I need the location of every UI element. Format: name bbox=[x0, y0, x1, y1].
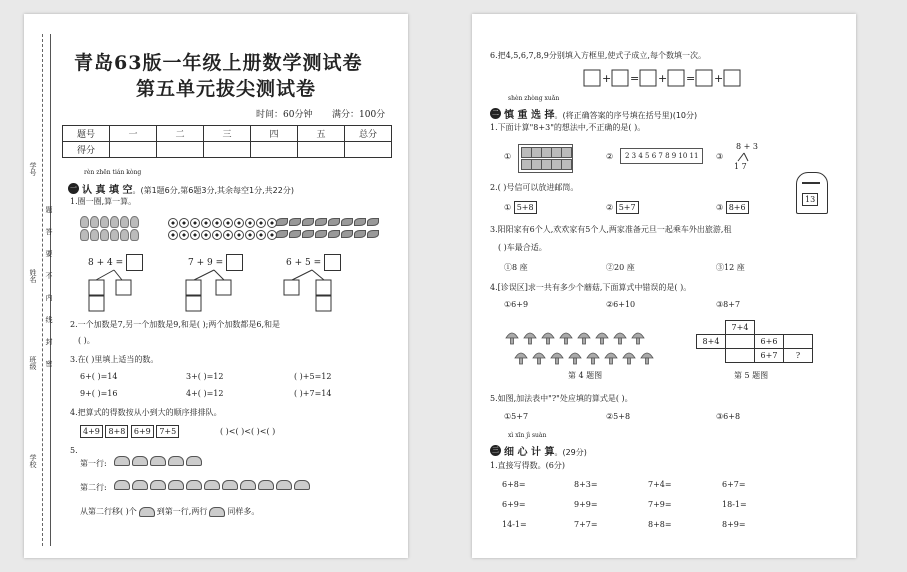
fruit-icon bbox=[100, 229, 109, 241]
question-3: 3.在( )里填上适当的数。 bbox=[70, 355, 159, 364]
soccer-ball-icon bbox=[256, 230, 266, 240]
mailbox-number: 13 bbox=[802, 193, 818, 206]
leaf-icon bbox=[289, 230, 301, 238]
leaf-icon bbox=[328, 218, 340, 226]
side-warning-7: 封 bbox=[45, 338, 53, 345]
q5-text-b: 到第一行,两行 bbox=[156, 507, 208, 516]
option-number: ① bbox=[504, 203, 512, 212]
side-label-class: 班级 bbox=[29, 356, 37, 370]
s3-question-1: 1.直接写得数。(6分) bbox=[490, 461, 565, 470]
mailbox-slot bbox=[802, 182, 820, 184]
split-top: 8 + 3 bbox=[736, 142, 758, 151]
side-label-school: 学校 bbox=[29, 454, 37, 468]
q3-item[interactable]: 6+( )=14 bbox=[80, 372, 118, 381]
question-4: 4.把算式的得数按从小到大的顺序排排队。 bbox=[70, 408, 222, 417]
leaf-icon bbox=[302, 218, 314, 226]
q1-equation-text: 8 + 4 = bbox=[88, 258, 124, 268]
grid-cell bbox=[784, 335, 813, 349]
calc-item[interactable]: 7+9= bbox=[648, 500, 672, 509]
split-bottom: 1 7 bbox=[734, 162, 747, 171]
score-header-cell: 二 bbox=[157, 126, 204, 142]
svg-text:+: + bbox=[658, 72, 668, 85]
grid-cell: 6+6 bbox=[755, 335, 784, 349]
cake-icon bbox=[114, 480, 130, 490]
fruit-icon bbox=[120, 229, 129, 241]
s2q3-option-1[interactable]: ①8 座 bbox=[504, 263, 528, 272]
number-line-picture: 2 3 4 5 6 7 8 9 10 11 bbox=[620, 148, 703, 164]
section3-number: 三 bbox=[492, 446, 499, 454]
score-cell[interactable] bbox=[251, 142, 298, 158]
envelope-icon: 8+6 bbox=[726, 201, 749, 214]
score-table bbox=[62, 125, 392, 158]
q5-row2-label: 第二行: bbox=[80, 483, 107, 492]
figure-4-caption: 第 4 题图 bbox=[568, 371, 603, 380]
q3-item[interactable]: 3+( )=12 bbox=[186, 372, 224, 381]
time-limit: 时间：60分钟 bbox=[256, 110, 313, 120]
s2q1-option-1[interactable]: ① bbox=[504, 152, 512, 161]
grid-empty bbox=[697, 349, 726, 363]
side-warning-1: 题 bbox=[45, 206, 53, 213]
exam-page-left bbox=[24, 14, 408, 558]
soccer-ball-icon bbox=[212, 218, 222, 228]
leaf-icon bbox=[276, 218, 288, 226]
binding-line-inner bbox=[50, 34, 51, 546]
fruit-icon bbox=[80, 216, 89, 228]
fruit-icon bbox=[90, 229, 99, 241]
side-warning-2: 答 bbox=[45, 228, 53, 235]
calc-item[interactable]: 7+4= bbox=[648, 480, 672, 489]
s2-question-1: 1.下面计算"8+3"的想法中,不正确的是( )。 bbox=[490, 123, 646, 132]
section1-note: 。(第1题6分,第6题3分,其余每空1分,共22分) bbox=[132, 186, 294, 195]
side-warning-6: 线 bbox=[45, 316, 53, 323]
cake-icon bbox=[276, 480, 292, 490]
cube-icon bbox=[561, 159, 572, 170]
fruit-icon bbox=[80, 229, 89, 241]
exam-title: 青岛63版一年级上册数学测试卷 bbox=[74, 52, 363, 74]
option-number: ② bbox=[606, 203, 614, 212]
q1-equation-text: 7 + 9 = bbox=[188, 258, 224, 268]
fruit-icon bbox=[110, 216, 119, 228]
ball-group-row1 bbox=[168, 218, 277, 228]
q5-text-a[interactable]: 从第二行移( )个 bbox=[80, 507, 137, 516]
svg-text:+: + bbox=[714, 72, 724, 85]
s2q4-option-2[interactable]: ②6+10 bbox=[606, 300, 636, 309]
side-warning-3: 要 bbox=[45, 250, 53, 257]
section1-heading bbox=[68, 178, 294, 197]
soccer-ball-icon bbox=[190, 230, 200, 240]
score-cell[interactable] bbox=[298, 142, 345, 158]
leaf-icon bbox=[302, 230, 314, 238]
soccer-ball-icon bbox=[212, 230, 222, 240]
side-label-name: 姓名 bbox=[29, 269, 37, 283]
cake-icon bbox=[222, 480, 238, 490]
mushroom-icon bbox=[506, 333, 518, 344]
calc-item[interactable]: 8+3= bbox=[574, 480, 598, 489]
leaf-icon bbox=[328, 230, 340, 238]
section3-note: 。(29分) bbox=[554, 448, 587, 457]
grid-cell: 8+4 bbox=[697, 335, 726, 349]
leaf-icon bbox=[354, 218, 366, 226]
calc-item[interactable]: 9+9= bbox=[574, 500, 598, 509]
soccer-ball-icon bbox=[223, 218, 233, 228]
cake-icon bbox=[114, 456, 130, 466]
q4-expression-card: 7+5 bbox=[156, 425, 179, 438]
fruit-icon bbox=[110, 229, 119, 241]
q5-text-c: 同样多。 bbox=[227, 507, 260, 516]
binding-line-outer bbox=[42, 34, 43, 546]
exam-page-right bbox=[472, 14, 856, 558]
exam-subtitle: 第五单元拔尖测试卷 bbox=[136, 78, 317, 100]
fruit-icon bbox=[120, 216, 129, 228]
addition-table bbox=[696, 320, 813, 363]
s2q2-option-2[interactable] bbox=[606, 201, 639, 214]
soccer-ball-icon bbox=[179, 230, 189, 240]
s2q5-option-3[interactable]: ③6+8 bbox=[716, 412, 741, 421]
section2-note: 。(将正确答案的序号填在括号里)(10分) bbox=[554, 111, 698, 120]
fruit-icon bbox=[130, 216, 139, 228]
full-score: 满分：100分 bbox=[332, 110, 386, 120]
score-header-cell: 四 bbox=[251, 126, 298, 142]
score-cell[interactable] bbox=[345, 142, 392, 158]
envelope-icon: 5+7 bbox=[616, 201, 639, 214]
soccer-ball-icon bbox=[234, 218, 244, 228]
ball-group-row2 bbox=[168, 230, 277, 240]
calc-item[interactable]: 6+8= bbox=[502, 480, 526, 489]
s2-question-5: 5.如图,加法表中"?"处应填的算式是( )。 bbox=[490, 394, 633, 403]
score-header-cell: 总分 bbox=[345, 126, 392, 142]
grid-cell: 7+4 bbox=[726, 321, 755, 335]
score-header-cell: 题号 bbox=[63, 126, 110, 142]
q4-expression-card: 4+9 bbox=[80, 425, 103, 438]
leaf-icon bbox=[315, 218, 327, 226]
grid-empty bbox=[697, 321, 726, 335]
section1-pinyin: rèn zhēn tián kòng bbox=[84, 169, 142, 176]
split-lines bbox=[734, 152, 754, 162]
cake-icon bbox=[204, 480, 220, 490]
leaf-icon bbox=[289, 218, 301, 226]
cake-icon bbox=[168, 480, 184, 490]
score-cell[interactable] bbox=[157, 142, 204, 158]
grid-cell bbox=[726, 349, 755, 363]
s2-question-2: 2.( )号信可以放进邮筒。 bbox=[490, 183, 579, 192]
s2q3-option-2[interactable]: ②20 座 bbox=[606, 263, 635, 272]
soccer-ball-icon bbox=[190, 218, 200, 228]
calc-item[interactable]: 14-1= bbox=[502, 520, 527, 529]
s2q3-option-3[interactable]: ③12 座 bbox=[716, 263, 745, 272]
score-cell[interactable] bbox=[110, 142, 157, 158]
s2q5-option-1[interactable]: ①5+7 bbox=[504, 412, 529, 421]
calc-item[interactable]: 8+8= bbox=[648, 520, 672, 529]
question-2-cont: ( )。 bbox=[78, 336, 95, 345]
leaf-group-row1 bbox=[276, 218, 379, 226]
cube-array-picture bbox=[518, 144, 573, 173]
fruit-group-row1 bbox=[80, 216, 139, 228]
cake-icon bbox=[168, 456, 184, 466]
question-2: 2.一个加数是7,另一个加数是9,和是( );两个加数都是6,和是 bbox=[70, 320, 281, 329]
q5-row1-label: 第一行: bbox=[80, 459, 107, 468]
split-tree-lines bbox=[84, 268, 404, 312]
section1-number: 一 bbox=[70, 184, 77, 192]
soccer-ball-icon bbox=[168, 218, 178, 228]
q4-expression-card: 6+9 bbox=[131, 425, 154, 438]
leaf-icon bbox=[276, 230, 288, 238]
s2q4-option-3[interactable]: ③8+7 bbox=[716, 300, 741, 309]
soccer-ball-icon bbox=[256, 218, 266, 228]
score-header-cell: 三 bbox=[204, 126, 251, 142]
calc-item[interactable]: 18-1= bbox=[722, 500, 747, 509]
score-cell[interactable] bbox=[204, 142, 251, 158]
calc-item[interactable]: 7+7= bbox=[574, 520, 598, 529]
cake-row1 bbox=[114, 456, 202, 466]
envelope-icon: 5+8 bbox=[514, 201, 537, 214]
leaf-icon bbox=[367, 230, 379, 238]
score-table-header-row bbox=[63, 126, 392, 142]
soccer-ball-icon bbox=[223, 230, 233, 240]
fruit-icon bbox=[130, 229, 139, 241]
section3-heading bbox=[490, 440, 587, 459]
s2q2-option-3[interactable] bbox=[716, 201, 749, 214]
leaf-icon bbox=[341, 230, 353, 238]
soccer-ball-icon bbox=[179, 218, 189, 228]
q4-expression-card: 8+8 bbox=[105, 425, 128, 438]
section3-pinyin: xì xīn jì suàn bbox=[508, 432, 547, 439]
s2-question-3-cont: ( )车最合适。 bbox=[498, 243, 547, 252]
svg-text:+: + bbox=[602, 72, 612, 85]
calc-item[interactable]: 6+7= bbox=[722, 480, 746, 489]
q6-box-equation bbox=[582, 68, 742, 88]
grid-cell: 6+7 bbox=[755, 349, 784, 363]
q3-item[interactable]: ( )+5=12 bbox=[294, 372, 332, 381]
calc-item[interactable]: 6+9= bbox=[502, 500, 526, 509]
cake-icon bbox=[294, 480, 310, 490]
score-row-label: 得分 bbox=[63, 142, 110, 158]
leaf-icon bbox=[354, 230, 366, 238]
q3-item[interactable]: ( )+7=14 bbox=[294, 389, 332, 398]
q4-compare[interactable]: ( )<( )<( )<( ) bbox=[220, 427, 276, 436]
figure-5-caption: 第 5 题图 bbox=[734, 371, 769, 380]
q3-item[interactable]: 9+( )=16 bbox=[80, 389, 118, 398]
q4-items bbox=[80, 425, 179, 438]
leaf-group-row2 bbox=[276, 230, 379, 238]
s2-question-3: 3.阳阳家有6个人,欢欢家有5个人,两家准备元旦一起乘车外出旅游,租 bbox=[490, 225, 732, 234]
cake-icon bbox=[186, 480, 202, 490]
cake-icon bbox=[150, 456, 166, 466]
s2q1-option-3[interactable]: ③ bbox=[716, 152, 724, 161]
mushroom-picture bbox=[502, 328, 672, 368]
cake-row2 bbox=[114, 480, 310, 490]
soccer-ball-icon bbox=[245, 218, 255, 228]
leaf-icon bbox=[315, 230, 327, 238]
cake-icon bbox=[139, 507, 155, 517]
s2q2-option-1[interactable] bbox=[504, 201, 537, 214]
grid-empty bbox=[755, 321, 784, 335]
svg-text:=: = bbox=[686, 72, 696, 85]
score-header-cell: 五 bbox=[298, 126, 345, 142]
cake-icon bbox=[258, 480, 274, 490]
fruit-icon bbox=[90, 216, 99, 228]
grid-cell bbox=[726, 335, 755, 349]
q1-equation-text: 6 + 5 = bbox=[286, 258, 322, 268]
question-6: 6.把4,5,6,7,8,9分别填入方框里,使式子成立,每个数填一次。 bbox=[490, 51, 706, 60]
fruit-group-row2 bbox=[80, 229, 139, 241]
section2-pinyin: shèn zhòng xuǎn bbox=[508, 95, 560, 102]
s2q4-option-1[interactable]: ①6+9 bbox=[504, 300, 529, 309]
section2-heading bbox=[490, 103, 697, 122]
cake-icon bbox=[186, 456, 202, 466]
leaf-icon bbox=[341, 218, 353, 226]
section2-title: 慎 重 选 择 bbox=[504, 110, 555, 121]
score-header-cell: 一 bbox=[110, 126, 157, 142]
section3-title: 细 心 计 算 bbox=[504, 447, 555, 458]
section2-number: 二 bbox=[492, 109, 499, 117]
fruit-icon bbox=[100, 216, 109, 228]
soccer-ball-icon bbox=[234, 230, 244, 240]
cake-icon bbox=[150, 480, 166, 490]
side-warning-4: 不 bbox=[45, 272, 53, 279]
q3-item[interactable]: 4+( )=12 bbox=[186, 389, 224, 398]
score-table-score-row bbox=[63, 142, 392, 158]
cake-icon bbox=[132, 480, 148, 490]
svg-text:=: = bbox=[630, 72, 640, 85]
mailbox-icon bbox=[796, 172, 828, 214]
side-warning-5: 内 bbox=[45, 294, 53, 301]
grid-cell-unknown: ? bbox=[784, 349, 813, 363]
cube-icon bbox=[561, 147, 572, 158]
question-5: 5. bbox=[70, 446, 78, 455]
s2q5-option-2[interactable]: ②5+8 bbox=[606, 412, 631, 421]
cake-icon bbox=[240, 480, 256, 490]
grid-empty bbox=[784, 321, 813, 335]
section1-title: 认 真 填 空 bbox=[82, 185, 133, 196]
s2q1-option-2[interactable]: ② bbox=[606, 152, 614, 161]
soccer-ball-icon bbox=[168, 230, 178, 240]
s2-question-4: 4.[诊误区]求一共有多少个蘑菇,下面算式中错误的是( )。 bbox=[490, 283, 692, 292]
side-label-student-id: 学号 bbox=[29, 162, 37, 176]
soccer-ball-icon bbox=[245, 230, 255, 240]
q5-question-line bbox=[80, 506, 259, 517]
option-number: ③ bbox=[716, 203, 724, 212]
soccer-ball-icon bbox=[201, 218, 211, 228]
side-warning-8: 密 bbox=[45, 360, 53, 367]
cake-icon bbox=[132, 456, 148, 466]
question-1: 1.圈一圈,算一算。 bbox=[70, 197, 137, 206]
cake-icon bbox=[209, 507, 225, 517]
calc-item[interactable]: 8+9= bbox=[722, 520, 746, 529]
soccer-ball-icon bbox=[201, 230, 211, 240]
leaf-icon bbox=[367, 218, 379, 226]
